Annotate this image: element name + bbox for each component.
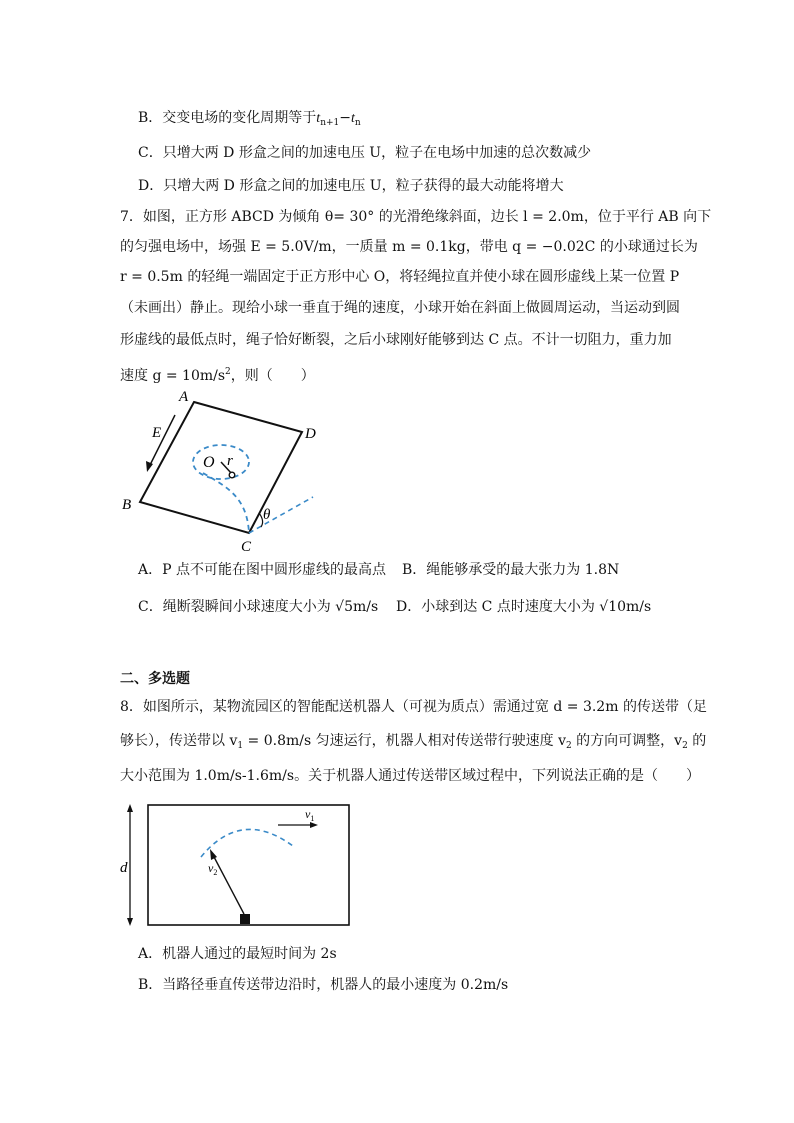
label-e: E — [152, 425, 162, 441]
label-d: d — [120, 860, 128, 876]
conveyor-belt — [148, 805, 349, 925]
q7-stem-line1: 7．如图，正方形 ABCD 为倾角 θ= 30° 的光滑绝缘斜面，边长 l = 2.0m，位于平行 AB 向下 — [120, 209, 712, 225]
q7-incline-figure — [115, 385, 330, 557]
q8-option-a: A．机器人通过的最短时间为 2s — [138, 946, 337, 962]
label-theta: θ — [263, 507, 271, 523]
q8-conveyor-figure — [115, 800, 355, 930]
label-v1: $v_1$ — [305, 807, 315, 823]
q6-option-b: B．交变电场的变化周期等于$t_{n+1}-t_n$ — [138, 110, 361, 128]
q7-stem-line2: 的匀强电场中，场强 E = 5.0V/m，一质量 m = 0.1kg，带电 q = −0.02C 的小球通过长为 — [120, 239, 698, 255]
q7-option-a: A．P 点不可能在图中圆形虚线的最高点 — [138, 562, 386, 578]
q7-stem-line3: r = 0.5m 的轻绳一端固定于正方形中心 O，将轻绳拉直并使小球在圆形虚线上某一位置 P — [120, 269, 680, 285]
label-c: C — [241, 539, 252, 555]
dashed-path — [201, 829, 293, 857]
q7-option-d: D．小球到达 C 点时速度大小为 √10m/s — [396, 599, 652, 615]
square-abcd — [140, 402, 302, 533]
label-d: D — [305, 426, 316, 442]
q6-option-c: C．只增大两 D 形盒之间的加速电压 U，粒子在电场中加速的总次数减少 — [138, 145, 592, 161]
q8-stem-line1: 8．如图所示，某物流园区的智能配送机器人（可视为质点）需通过宽 d = 3.2m 的传送带（足 — [120, 699, 707, 715]
q7-option-b: B．绳能够承受的最大张力为 1.8N — [402, 562, 620, 578]
d-arrow-top — [127, 804, 133, 812]
label-a: A — [179, 389, 189, 405]
dashed-trajectory — [203, 473, 249, 533]
label-v2: $v_2$ — [208, 861, 218, 877]
label-o: O — [203, 454, 215, 471]
d-arrow-bottom — [127, 918, 133, 926]
q8-stem-line2: 够长），传送带以 $v_1 = 0.8m/s$ 匀速运行，机器人相对传送带行驶速度 $v_2$ 的方向可调整，$v_2$ 的 — [120, 733, 707, 751]
v2-arrow-line — [213, 855, 244, 914]
q7-stem-line4: （未画出）静止。现给小球一垂直于绳的速度，小球开始在斜面上做圆周运动，当运动到圆 — [120, 300, 680, 316]
q7-stem-line5: 形虚线的最低点时，绳子恰好断裂，之后小球刚好能够到达 C 点。不计一切阻力，重力加 — [120, 332, 672, 348]
q8-option-b: B．当路径垂直传送带边沿时，机器人的最小速度为 0.2m/s — [138, 977, 509, 993]
ball — [229, 472, 235, 478]
robot-block — [240, 914, 250, 924]
label-b: B — [122, 497, 132, 513]
q6-option-d: D．只增大两 D 形盒之间的加速电压 U，粒子获得的最大动能将增大 — [138, 178, 564, 194]
q7-option-c: C．绳断裂瞬间小球速度大小为 √5m/s — [138, 599, 379, 615]
q8-stem-line3: 大小范围为 1.0m/s-1.6m/s。关于机器人通过传送带区域过程中，下列说法正确的是（ ） — [120, 768, 701, 784]
section-heading-multiple-choice: 二、多选题 — [120, 671, 190, 687]
q7-stem-line6: 速度 $g = 10m/s^2$，则（ ） — [120, 367, 315, 384]
label-r: r — [227, 453, 233, 469]
v2-arrowhead — [210, 849, 217, 860]
